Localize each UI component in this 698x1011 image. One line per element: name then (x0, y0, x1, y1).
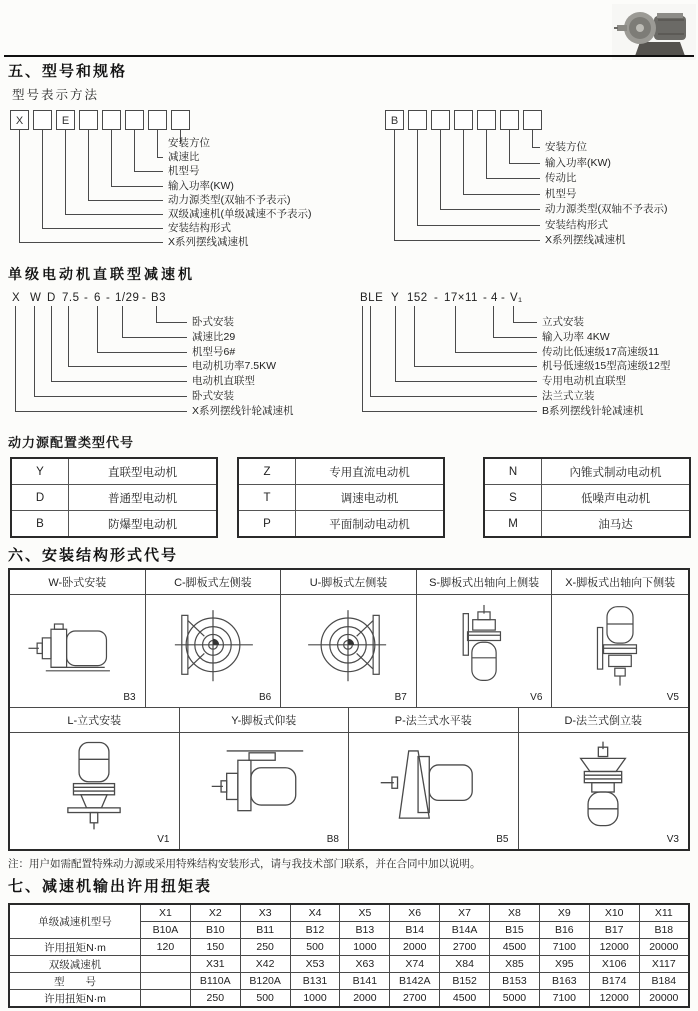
torque-model-cell (141, 973, 191, 990)
torque-model-cell: B110A (190, 973, 240, 990)
power-name-cell: 专用直流电动机 (296, 458, 445, 485)
torque-model-cell (141, 956, 191, 973)
power-name-cell: 直联型电动机 (69, 458, 218, 485)
model-code-token: BLE (360, 292, 384, 304)
diagram-label: 安装方位 (168, 137, 210, 149)
model-code-box: B (385, 110, 404, 130)
diagram-label: 动力源类型(双轴不予表示) (545, 203, 668, 215)
power-code-cell: Y (11, 458, 69, 485)
diagram-label: 输入功率(KW) (545, 156, 611, 169)
torque-value-cell: 500 (290, 939, 340, 956)
torque-value-cell: 2700 (440, 939, 490, 956)
torque-row-label: 许用扭矩N·m (9, 990, 141, 1008)
mount-header-cell: X-脚板式出轴向下侧装 (552, 570, 688, 595)
model-code-token: - (483, 292, 488, 304)
torque-value-cell: 250 (240, 939, 290, 956)
model-code-box (431, 110, 450, 130)
torque-model-cell: B14 (390, 922, 440, 939)
torque-model-cell: X95 (539, 956, 589, 973)
torque-model-cell: X7 (440, 904, 490, 922)
torque-value-cell: 7100 (539, 939, 589, 956)
torque-model-cell: B153 (490, 973, 540, 990)
torque-model-cell: X3 (240, 904, 290, 922)
torque-model-cell: X1 (141, 904, 191, 922)
diagram-label: 双级减速机(单级减速不予表示) (168, 208, 312, 220)
model-code-box (125, 110, 144, 130)
torque-model-cell: B18 (639, 922, 689, 939)
mount-code-label: B5 (496, 834, 509, 845)
example-xwd (10, 292, 356, 427)
model-code-token: 4 (491, 292, 498, 304)
torque-model-cell: X8 (490, 904, 540, 922)
model-code-box (454, 110, 473, 130)
torque-model-cell: B16 (539, 922, 589, 939)
torque-model-cell: X63 (340, 956, 390, 973)
diagram-label: 机号低速级15型高速级12型 (542, 360, 671, 373)
connector-line (394, 130, 540, 241)
diagram-label: X系列摆线减速机 (545, 234, 626, 246)
mount-header-cell: Y-脚板式仰装 (180, 708, 350, 733)
mount-header-cell: W-卧式安装 (10, 570, 146, 595)
power-code-cell: S (484, 485, 542, 511)
mount-code-label: B8 (326, 834, 339, 845)
model-code-box (102, 110, 121, 130)
power-name-cell: 调速电动机 (296, 485, 445, 511)
note-text: 注：用户如需配置特殊动力源或采用特殊结构安装形式，请与我技术部门联系，并在合同中加以说明。 (8, 858, 481, 870)
torque-model-cell: B14A (440, 922, 490, 939)
torque-model-cell: X85 (490, 956, 540, 973)
mount-header-row (10, 708, 688, 733)
torque-value-cell: 1000 (340, 939, 390, 956)
power-source-table (237, 457, 445, 538)
diagram-label: 减速比 (168, 151, 200, 164)
model-code-token: 6 (94, 292, 101, 304)
mount-image-cell (417, 595, 553, 708)
model-code-box (500, 110, 519, 130)
diagram-label: 机型号 (545, 187, 577, 200)
model-code-box (79, 110, 98, 130)
torque-model-cell: X10 (589, 904, 639, 922)
diagram-label: 机型号6# (192, 345, 236, 358)
diagram-label: 减速比29 (192, 330, 236, 343)
diagram-label: 卧式安装 (192, 390, 234, 402)
torque-row-label: 单级减速机型号 (9, 904, 141, 939)
diagram-label: 电动机功率7.5KW (192, 360, 277, 373)
diagram-label: 法兰式立装 (542, 390, 595, 402)
power-name-cell: 低噪声电动机 (542, 485, 691, 511)
example-ble (352, 292, 698, 427)
torque-table (8, 903, 690, 1008)
torque-model-cell: X6 (390, 904, 440, 922)
torque-value-cell: 20000 (639, 990, 689, 1008)
mount-image-cell (552, 595, 688, 708)
torque-value-cell: 120 (141, 939, 191, 956)
divider-rule (4, 55, 694, 57)
model-code-token: - (84, 292, 89, 304)
model-code-token: B3 (151, 292, 167, 304)
model-code-token: - (106, 292, 111, 304)
power-source-table (483, 457, 691, 538)
mount-code-label: V6 (530, 692, 543, 703)
diagram-label: 安装结构形式 (545, 218, 608, 231)
diagram-label: 安装方位 (545, 141, 587, 153)
model-code-token: - (142, 292, 147, 304)
mount-image-cell (180, 733, 350, 849)
torque-model-cell: B10A (141, 922, 191, 939)
model-code-box (477, 110, 496, 130)
torque-value-cell: 1000 (290, 990, 340, 1008)
mount-header-row (10, 570, 688, 595)
torque-model-cell: B152 (440, 973, 490, 990)
torque-value-cell: 4500 (440, 990, 490, 1008)
torque-model-cell: X5 (340, 904, 390, 922)
torque-model-cell: X2 (190, 904, 240, 922)
model-code-box: E (56, 110, 75, 130)
model-notation-subheading: 型号表示方法 (12, 88, 100, 102)
front-right-mount-icon (296, 601, 400, 698)
power-code-cell: N (484, 458, 542, 485)
flange-inverted-mount-icon (547, 736, 659, 841)
torque-model-cell: B15 (490, 922, 540, 939)
power-name-cell: 平面制动电动机 (296, 511, 445, 538)
model-code-box (408, 110, 427, 130)
diagram-label: 安装结构形式 (168, 222, 231, 235)
torque-model-cell: B131 (290, 973, 340, 990)
model-code-box (523, 110, 542, 130)
torque-model-cell: B12 (290, 922, 340, 939)
model-code-box (171, 110, 190, 130)
power-code-cell: Z (238, 458, 296, 485)
torque-value-cell: 500 (240, 990, 290, 1008)
foot-up-mount-icon (208, 736, 320, 841)
shaft-down-side-mount-icon (568, 601, 672, 698)
torque-value-cell: 2700 (390, 990, 440, 1008)
model-code-box (148, 110, 167, 130)
power-name-cell: 防爆型电动机 (69, 511, 218, 538)
model-code-token: 1/29 (115, 292, 140, 304)
torque-row-label: 双级减速机 (9, 956, 141, 973)
model-code-token: 17×11 (444, 292, 478, 304)
shaft-up-side-mount-icon (432, 601, 536, 698)
torque-model-cell: X31 (190, 956, 240, 973)
torque-value-cell: 7100 (539, 990, 589, 1008)
mount-code-label: V3 (666, 834, 679, 845)
model-code-token: - (501, 292, 506, 304)
side-horizontal-mount-icon (25, 601, 129, 698)
diagram-label: 输入功率(KW) (168, 179, 234, 192)
torque-model-cell: B184 (639, 973, 689, 990)
torque-model-cell: B174 (589, 973, 639, 990)
diagram-label: 传动比 (545, 172, 577, 184)
diagram-label: X系列摆线针轮减速机 (192, 404, 294, 417)
mounting-structure-table (8, 568, 690, 851)
model-code-token: V₁ (510, 292, 523, 304)
torque-model-cell: X106 (589, 956, 639, 973)
torque-value-cell (141, 990, 191, 1008)
model-notation-diagram-x (10, 110, 350, 260)
diagram-label: 动力源类型(双轴不予表示) (168, 193, 291, 206)
mount-code-label: V1 (157, 834, 170, 845)
model-code-box (33, 110, 52, 130)
mount-image-row (10, 595, 688, 708)
mount-header-cell: D-法兰式倒立装 (519, 708, 689, 733)
power-name-cell: 油马达 (542, 511, 691, 538)
power-code-cell: M (484, 511, 542, 538)
torque-row-label: 许用扭矩N·m (9, 939, 141, 956)
model-code-token: Y (391, 292, 400, 304)
diagram-label: 专用电动机直联型 (542, 375, 626, 388)
torque-model-cell: B141 (340, 973, 390, 990)
torque-value-cell: 4500 (490, 939, 540, 956)
diagram-label: 卧式安装 (192, 316, 234, 328)
mount-code-label: B3 (123, 692, 136, 703)
torque-value-cell: 12000 (589, 939, 639, 956)
model-code-token: - (434, 292, 439, 304)
power-name-cell: 普通型电动机 (69, 485, 218, 511)
torque-model-cell: B10 (190, 922, 240, 939)
diagram-label: 传动比低速级17高速级11 (542, 345, 660, 358)
connector-line (19, 130, 163, 243)
model-code-token: 152 (407, 292, 428, 304)
power-code-cell: B (11, 511, 69, 538)
mount-header-cell: U-脚板式左侧装 (281, 570, 417, 595)
mount-image-cell (10, 595, 146, 708)
torque-model-cell: X53 (290, 956, 340, 973)
connector-line (362, 306, 537, 412)
torque-row-label: 型 号 (9, 973, 141, 990)
torque-value-cell: 2000 (340, 990, 390, 1008)
torque-value-cell: 150 (190, 939, 240, 956)
power-source-table (10, 457, 218, 538)
torque-model-cell: B17 (589, 922, 639, 939)
section5-heading: 五、型号和规格 (8, 63, 128, 80)
mount-image-cell (10, 733, 180, 849)
single-stage-heading: 单级电动机直联型减速机 (8, 266, 195, 282)
mount-header-cell: C-脚板式左侧装 (146, 570, 282, 595)
mount-code-label: V5 (666, 692, 679, 703)
gearmotor-photo (612, 4, 696, 60)
diagram-label: 输入功率 4KW (542, 330, 610, 343)
diagram-label: 电动机直联型 (192, 375, 255, 388)
flange-horizontal-mount-icon (377, 736, 489, 841)
mount-image-cell (146, 595, 282, 708)
power-code-cell: P (238, 511, 296, 538)
section6-heading: 六、安装结构形式代号 (8, 547, 179, 564)
model-code-box: X (10, 110, 29, 130)
torque-model-cell: B13 (340, 922, 390, 939)
power-code-cell: D (11, 485, 69, 511)
torque-model-cell: B163 (539, 973, 589, 990)
mount-header-cell: P-法兰式水平装 (349, 708, 519, 733)
mount-code-label: B6 (258, 692, 272, 703)
model-code-token: 7.5 (62, 292, 80, 304)
torque-model-cell: X74 (390, 956, 440, 973)
model-code-token: W (30, 292, 42, 304)
torque-model-cell: B142A (390, 973, 440, 990)
torque-model-cell: X9 (539, 904, 589, 922)
power-source-heading: 动力源配置类型代号 (8, 435, 135, 450)
torque-value-cell: 2000 (390, 939, 440, 956)
mount-header-cell: L-立式安装 (10, 708, 180, 733)
power-name-cell: 內锥式制动电动机 (542, 458, 691, 485)
torque-value-cell: 250 (190, 990, 240, 1008)
torque-model-cell: X84 (440, 956, 490, 973)
section7-heading: 七、减速机输出许用扭矩表 (8, 878, 213, 895)
vertical-mount-icon (38, 736, 150, 841)
torque-model-cell: X4 (290, 904, 340, 922)
diagram-label: X系列摆线减速机 (168, 236, 249, 249)
torque-model-cell: X11 (639, 904, 689, 922)
model-notation-diagram-b (385, 110, 698, 260)
mount-image-cell (519, 733, 689, 849)
mount-image-cell (349, 733, 519, 849)
power-code-cell: T (238, 485, 296, 511)
torque-value-cell: 5000 (490, 990, 540, 1008)
mount-image-row (10, 733, 688, 849)
torque-model-cell: B11 (240, 922, 290, 939)
torque-value-cell: 12000 (589, 990, 639, 1008)
diagram-label: 机型号 (168, 165, 200, 178)
connector-line (15, 306, 187, 412)
torque-value-cell: 20000 (639, 939, 689, 956)
torque-model-cell: B120A (240, 973, 290, 990)
model-code-token: X (12, 292, 21, 304)
diagram-label: B系列摆线针轮减速机 (542, 404, 644, 417)
mount-image-cell (281, 595, 417, 708)
front-left-mount-icon (161, 601, 265, 698)
mount-code-label: B7 (394, 692, 407, 703)
torque-model-cell: X117 (639, 956, 689, 973)
mount-header-cell: S-脚板式出轴向上侧装 (417, 570, 553, 595)
torque-model-cell: X42 (240, 956, 290, 973)
model-code-token: D (47, 292, 56, 304)
diagram-label: 立式安装 (542, 316, 584, 328)
